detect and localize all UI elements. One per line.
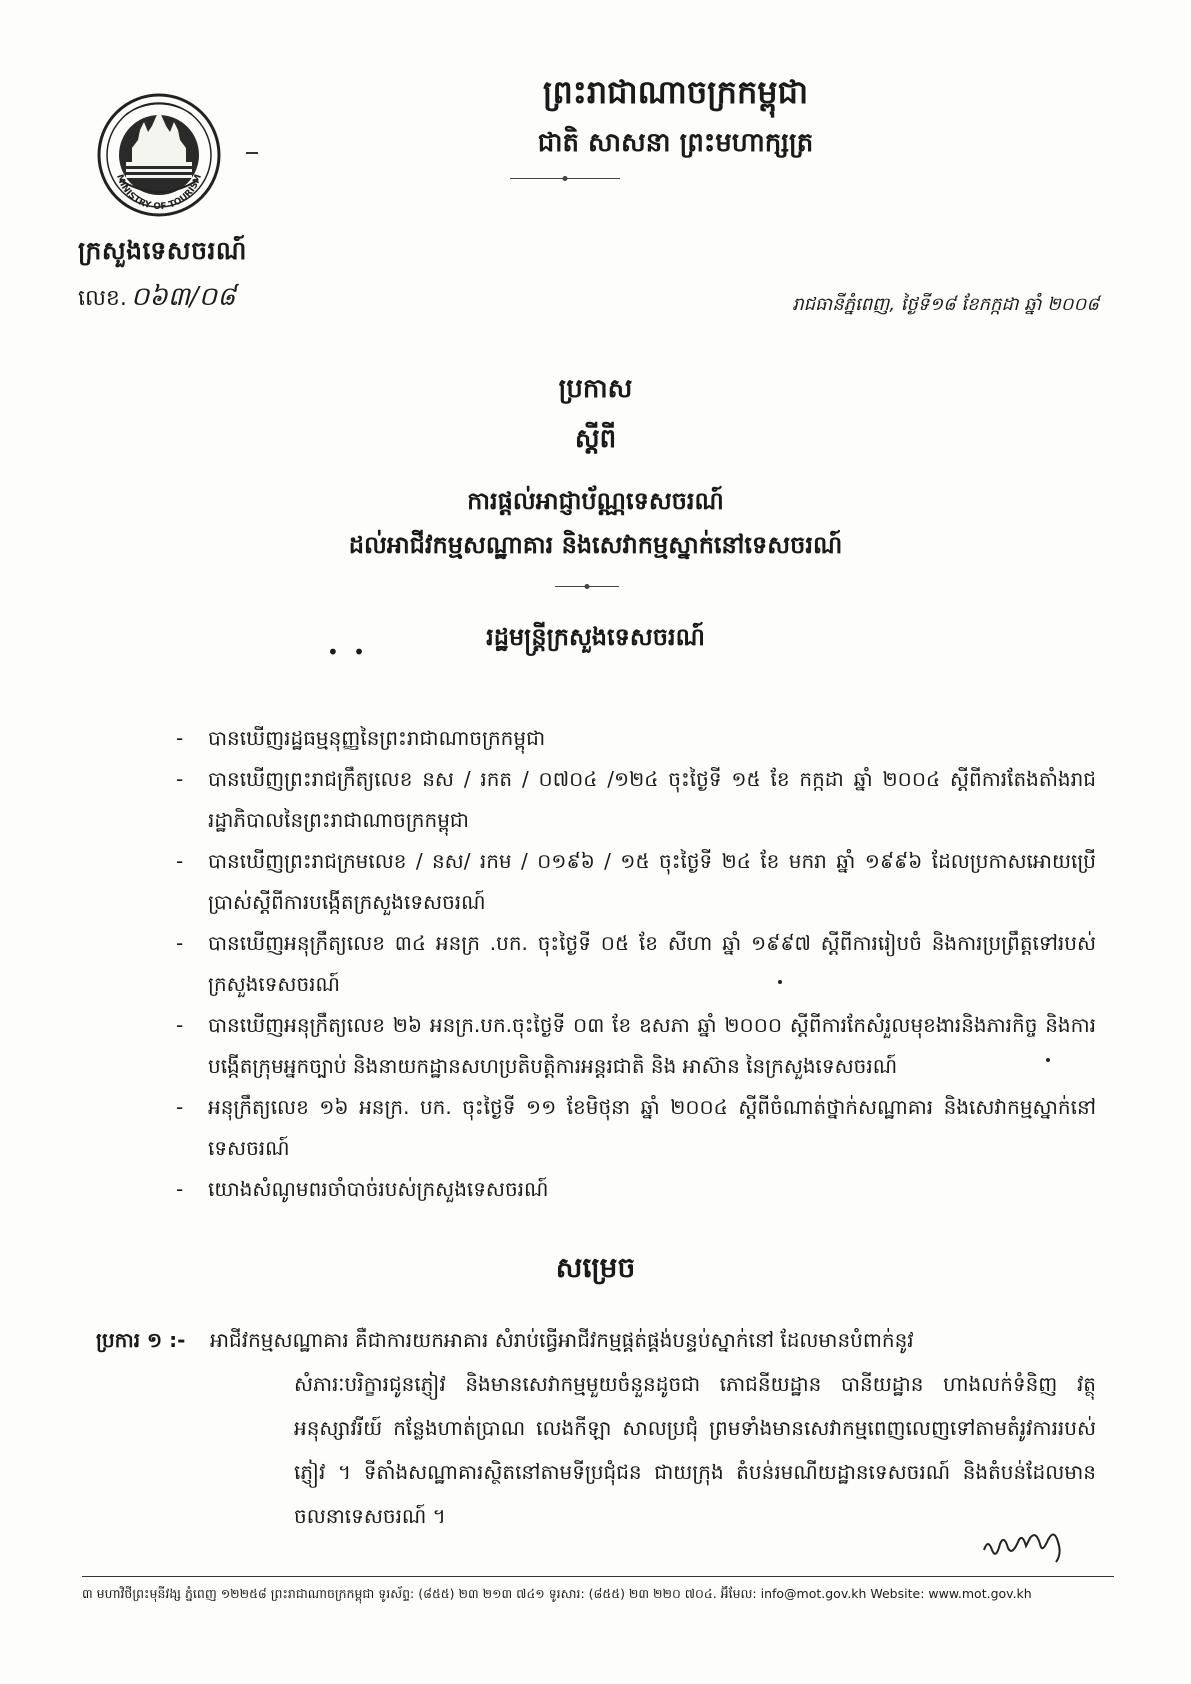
date-line: រាជធានីភ្នំពេញ, ថ្ងៃទី១៨ ខែកក្កដា ឆ្នាំ ២០០៨ <box>792 294 1099 315</box>
legal-basis-item: - យោងសំណូមពរចាំបាច់របស់ក្រសួងទេសចរណ៍ <box>176 1169 1096 1210</box>
stray-mark <box>1046 1058 1050 1062</box>
legal-basis-item: - បានឃើញអនុក្រឹត្យលេខ ២៦ អនក្រ.បក.ចុះថ្ងៃទី ០៣ ខែ ឧសភា ឆ្នាំ ២០០០ ស្តីពីការកែសំរួលមុខងារនិងភារកិច្ច និងការបង្កើតក្រុមអ្នកច្បាប់ និងនាយកដ្ឋានសហប្រតិបត្តិការអន្តរជាតិ និង អាស៊ាន នៃក្រសួងទេសចរណ៍ <box>176 1005 1096 1087</box>
document-number-value: ០៦៣/០៨ <box>130 282 236 312</box>
article-1-body <box>210 1318 1096 1538</box>
seal-text: MINISTRY OF TOURISM <box>113 173 205 213</box>
footer-contact: ៣ មហាវិថីព្រះមុនីវង្ស ភ្នំពេញ ១២២៥៨ ព្រះរាជាណាចក្រកម្ពុជា ទូរស័ព្ទ: (៨៥៥) ២៣ ២១៣ ៧៤១ ទូរសារ: (៨៥៥) ២៣ ២២០ ៧០៤. អ៊ីមែល: info@mot.gov.kh Website: www.mot.gov.kh <box>82 1586 1032 1601</box>
legal-basis-item: - អនុក្រឹត្យលេខ ១៦ អនក្រ. បក. ចុះថ្ងៃទី ១១ ខែមិថុនា ឆ្នាំ ២០០៤ ស្តីពីចំណាត់ថ្នាក់សណ្ឋាគារ និងសេវាកម្មស្នាក់នៅទេសចរណ៍ <box>176 1087 1096 1169</box>
legal-basis-item: - បានឃើញព្រះរាជក្រមលេខ / នស/ រកម / ០១៩៦ / ១៥ ចុះថ្ងៃទី ២៤ ខែ មករា ឆ្នាំ ១៩៩៦ ដែលប្រកាសអោយប្រើប្រាស់ស្តីពីការបង្កើតក្រសួងទេសចរណ៍ <box>176 841 1096 923</box>
legal-basis-item: - បានឃើញព្រះរាជក្រឹត្យលេខ នស / រកត / ០៧០៤ /១២៤ ចុះថ្ងៃទី ១៥ ខែ កក្កដា ឆ្នាំ ២០០៤ ស្តីពីការតែងតាំងរាជរដ្ឋាភិបាលនៃព្រះរាជាណាចក្រកម្ពុជា <box>176 759 1096 841</box>
kingdom-heading: ព្រះរាជាណាចក្រកម្ពុជា <box>542 73 809 111</box>
article-1 <box>96 1318 1096 1538</box>
footer-rule <box>82 1576 1114 1577</box>
document-number-prefix: លេខ. <box>78 286 127 311</box>
legal-basis-item: - បានឃើញរដ្ឋធម្មនុញ្ញនៃព្រះរាជាណាចក្រកម្ពុជា <box>176 718 1096 759</box>
legal-basis-item: - បានឃើញអនុក្រឹត្យលេខ ៣៤ អនក្រ .បក. ចុះថ្ងៃទី ០៥ ខែ សីហា ឆ្នាំ ១៩៩៧ ស្តីពីការរៀបចំ និងការប្រព្រឹត្តទៅរបស់ក្រសួងទេសចរណ៍ <box>176 923 1096 1005</box>
about-label: ស្តីពី <box>574 424 617 454</box>
document-type-title: ប្រកាស <box>558 374 633 404</box>
article-1-first-line: អាជីវកម្មសណ្ឋាគារ គឺជាការយកអាគារ សំរាប់ធ្វើអាជីវកម្មផ្គត់ផ្គង់បន្ទប់ស្នាក់នៅ ដែលមានបំពាក់នូវ <box>210 1328 914 1352</box>
document-number <box>78 280 236 318</box>
stray-dots: • • <box>327 640 369 664</box>
subject-line-2: ដល់អាជីវកម្មសណ្ឋាគារ និងសេវាកម្មស្នាក់នៅទេសចរណ៍ <box>348 531 843 559</box>
subject-ornament-divider <box>555 586 619 587</box>
national-motto: ជាតិ សាសនា ព្រះមហាក្សត្រ <box>537 128 814 158</box>
decision-heading: សម្រេច <box>555 1251 636 1284</box>
legal-basis-list <box>176 718 1096 1210</box>
motto-ornament-divider <box>510 178 620 179</box>
stray-mark <box>778 980 782 984</box>
ministry-name: ក្រសួងទេសចរណ៍ <box>78 236 247 265</box>
initials-signature <box>978 1520 1074 1566</box>
article-1-continuation: សំភារៈបរិក្ខារជូនភ្ញៀវ និងមានសេវាកម្មមួយចំនួនដូចជា ភោជនីយដ្ឋាន បានីយដ្ឋាន ហាងលក់ទំនិញ វត្ថុអនុស្សាវរីយ៍ កន្លែងហាត់ប្រាណ លេងកីឡា សាលប្រជុំ ព្រមទាំងមានសេវាកម្មពេញលេញទៅតាមតំរូវការរបស់ភ្ញៀវ ។ ទីតាំងសណ្ឋាគារស្ថិតនៅតាមទីប្រជុំជន ជាយក្រុង តំបន់រមណីយដ្ឋានទេសចរណ៍ និងតំបន់ដែលមានចលនាទេសចរណ៍ ។ <box>294 1372 1096 1528</box>
article-1-label: ប្រការ ១ :- <box>96 1328 186 1352</box>
subject-line-1: ការផ្តល់អាជ្ញាប័ណ្ណទេសចរណ៍ <box>467 487 724 515</box>
minister-heading: រដ្ឋមន្ត្រីក្រសួងទេសចរណ៍ <box>486 623 705 651</box>
